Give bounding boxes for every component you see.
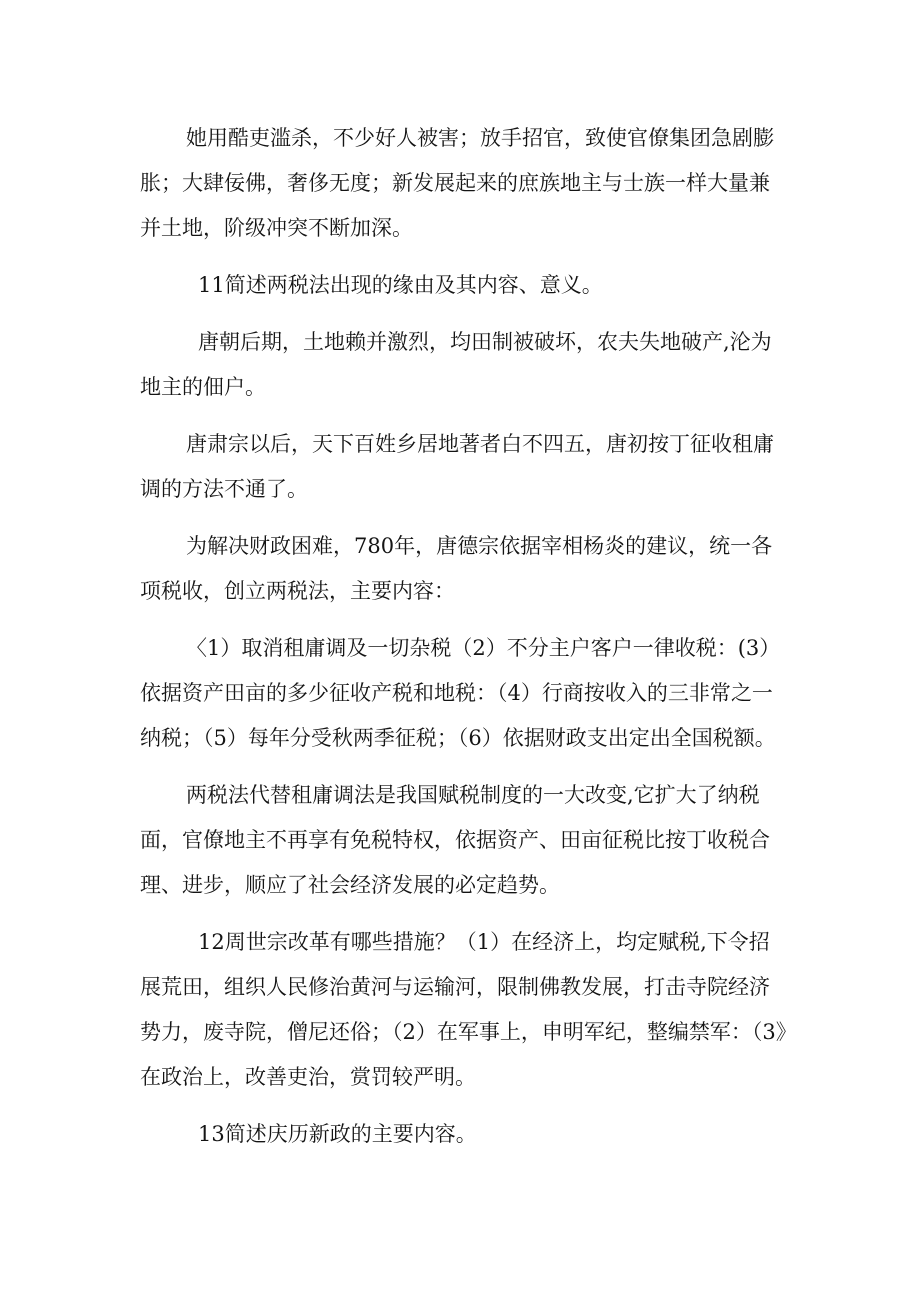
paragraph-two-tax-contents: 〈1）取消租庸调及一切杂税（2）不分主户客户一律收税：(3）依据资产田亩的多少征收产税和地税：（4）行商按收入的三非常之一纳税；（5）每年分受秋两季征税；（6）依据财政支出定出全国税额。 [140,636,781,750]
paragraph-two-tax-significance: 两税法代替租庸调法是我国赋税制度的一大改变,它扩大了纳税面，官僚地主不再享有免税特权，依据资产、田亩征税比按丁收税合理、进步，顺应了社会经济发展的必定趋势。 [140,783,770,897]
paragraph-two-tax-creation: 为解决财政困难，780年，唐德宗依据宰相杨炎的建议，统一各项税收，创立两税法，主要内容： [140,534,773,603]
paragraph-wu-zetian: 她用酷吏滥杀，不少好人被害；放手招官，致使官僚集团急剧膨胀；大肆佞佛，奢侈无度；新发展起来的庶族地主与士族一样大量兼并土地，阶级冲突不断加深。 [140,126,774,240]
paragraph-zuyongdiao-failure: 唐肃宗以后，天下百姓乡居地著者白不四五，唐初按丁征收租庸调的方法不通了。 [140,432,774,501]
question-12-paragraph: 12周世宗改革有哪些措施？（1）在经济上，均定赋税,下令招展荒田，组织人民修治黄河与运输河，限制佛教发展，打击寺院经济势力，废寺院，僧尼还俗；（2）在军事上，申明军纪，整编禁军：（3》在政治上，改善吏治，赏罚较严明。 [140,930,787,1089]
question-13-heading: 13简述庆历新政的主要内容。 [198,1122,477,1146]
document-body [140,116,790,1169]
question-11-heading: 11简述两税法出现的缘由及其内容、意义。 [198,273,603,297]
paragraph-land-annexation: 唐朝后期，土地赖并激烈，均田制被破坏，农夫失地破产,沦为地主的佃户。 [140,330,772,399]
